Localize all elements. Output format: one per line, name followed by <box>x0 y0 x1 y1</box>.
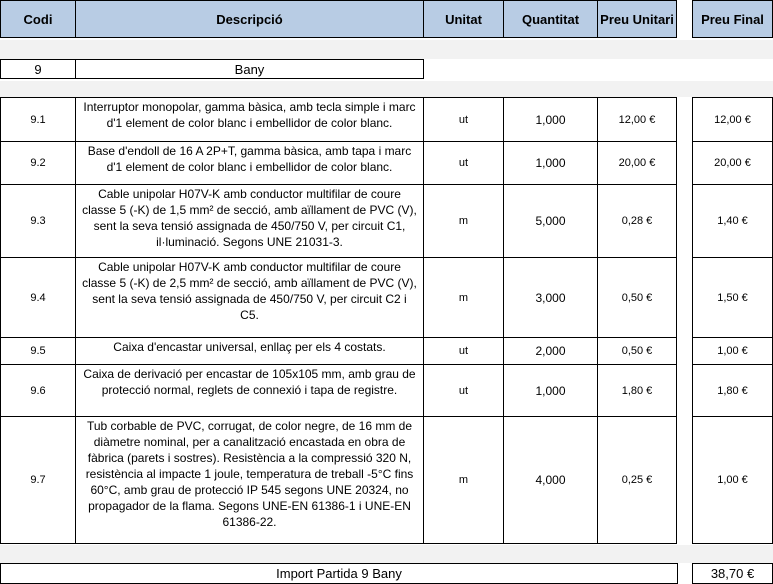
row-unit-price: 0,28 € <box>597 184 677 258</box>
row-quantity: 3,000 <box>503 257 598 338</box>
row-final-price: 1,40 € <box>692 184 773 258</box>
row-unit: ut <box>423 97 504 142</box>
row-description: Caixa d'encastar universal, enllaç per els 4 costats. <box>75 337 424 365</box>
row-final-price: 20,00 € <box>692 141 773 185</box>
row-description: Cable unipolar H07V-K amb conductor multifilar de coure classe 5 (-K) de 1,5 mm² de secció, amb aïllament de PVC (V), sent la seva tensió assignada de 450/750 V, per circuit C1, il·luminació. Segons UNE 21031-3. <box>75 184 424 258</box>
row-quantity: 5,000 <box>503 184 598 258</box>
row-unit: m <box>423 416 504 544</box>
row-description: Interruptor monopolar, gamma bàsica, amb tecla simple i marc d'1 element de color blanc i embellidor de color blanc. <box>75 97 424 142</box>
row-unit-price: 0,25 € <box>597 416 677 544</box>
row-quantity: 1,000 <box>503 141 598 185</box>
row-code: 9.4 <box>0 257 76 338</box>
row-code: 9.7 <box>0 416 76 544</box>
row-unit-price: 0,50 € <box>597 257 677 338</box>
row-quantity: 1,000 <box>503 97 598 142</box>
row-description: Cable unipolar H07V-K amb conductor multifilar de coure classe 5 (-K) de 2,5 mm² de secció, amb aïllament de PVC (V), sent la seva tensió assignada de 450/750 V, per circuit C2 i C5. <box>75 257 424 338</box>
header-code: Codi <box>0 0 76 38</box>
row-description: Caixa de derivació per encastar de 105x105 mm, amb grau de protecció normal, reglets de connexió i tapa de registre. <box>75 364 424 417</box>
section-name: Bany <box>75 59 424 79</box>
row-final-price: 1,00 € <box>692 337 773 365</box>
row-unit: m <box>423 257 504 338</box>
header-description: Descripció <box>75 0 424 38</box>
row-code: 9.5 <box>0 337 76 365</box>
header-quantity: Quantitat <box>503 0 598 38</box>
header-final-price: Preu Final <box>692 0 773 38</box>
row-unit: m <box>423 184 504 258</box>
row-code: 9.1 <box>0 97 76 142</box>
spacer-band <box>0 81 773 97</box>
row-final-price: 1,00 € <box>692 416 773 544</box>
row-quantity: 2,000 <box>503 337 598 365</box>
row-quantity: 1,000 <box>503 364 598 417</box>
header-unit-price: Preu Unitari <box>597 0 677 38</box>
row-quantity: 4,000 <box>503 416 598 544</box>
row-unit-price: 0,50 € <box>597 337 677 365</box>
row-final-price: 1,50 € <box>692 257 773 338</box>
row-unit: ut <box>423 141 504 185</box>
row-description: Base d'endoll de 16 A 2P+T, gamma bàsica, amb tapa i marc d'1 element de color blanc i embellidor de color blanc. <box>75 141 424 185</box>
section-code: 9 <box>0 59 76 79</box>
row-unit-price: 1,80 € <box>597 364 677 417</box>
header-unit: Unitat <box>423 0 504 38</box>
row-code: 9.6 <box>0 364 76 417</box>
row-unit-price: 20,00 € <box>597 141 677 185</box>
row-final-price: 1,80 € <box>692 364 773 417</box>
row-description: Tub corbable de PVC, corrugat, de color negre, de 16 mm de diàmetre nominal, per a canalització encastada en obra de fàbrica (parets i sostres). Resistència a la compressió 320 N, resistència al impacte 1 joule, temperatura de treball -5°C fins 60°C, amb grau de protecció IP 545 segons UNE 20324, no propagador de la flama. Segons UNE-EN 61386-1 i UNE-EN 61386-22. <box>75 416 424 544</box>
spacer-band <box>0 545 773 563</box>
row-unit-price: 12,00 € <box>597 97 677 142</box>
total-label: Import Partida 9 Bany <box>0 563 678 584</box>
row-final-price: 12,00 € <box>692 97 773 142</box>
spacer-band <box>0 40 773 59</box>
total-value: 38,70 € <box>692 563 773 584</box>
row-unit: ut <box>423 364 504 417</box>
row-code: 9.3 <box>0 184 76 258</box>
row-code: 9.2 <box>0 141 76 185</box>
row-unit: ut <box>423 337 504 365</box>
